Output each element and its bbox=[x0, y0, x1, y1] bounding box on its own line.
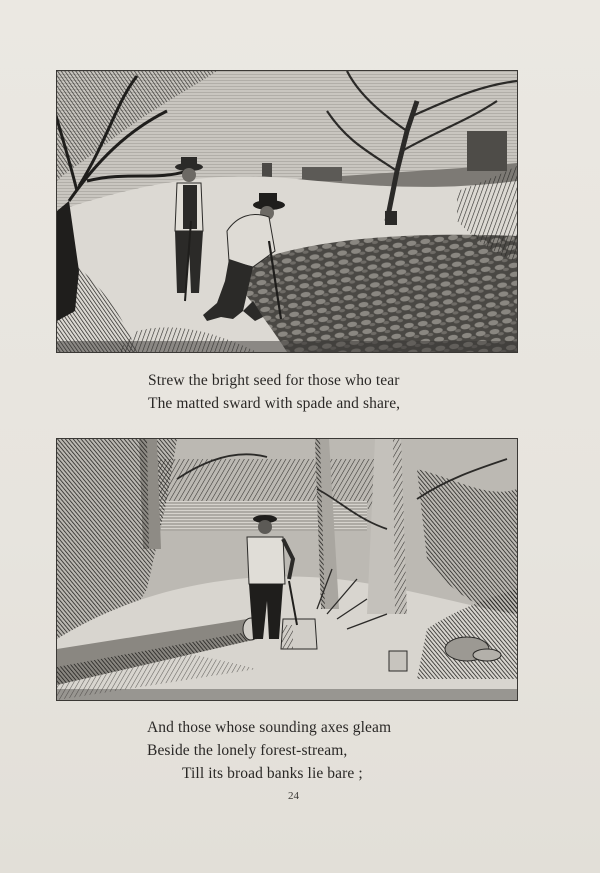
page-number: 24 bbox=[288, 790, 299, 802]
verse-line: Till its broad banks lie bare ; bbox=[182, 765, 363, 782]
verse-line: And those whose sounding axes gleam bbox=[147, 719, 392, 736]
engraving-farmers-digging bbox=[56, 70, 518, 353]
verse-line: The matted sward with spade and share, bbox=[148, 395, 401, 412]
engraving-woodcutter-forest bbox=[56, 438, 518, 701]
verse-line: Beside the lonely forest-stream, bbox=[147, 742, 348, 759]
verse-bottom bbox=[147, 716, 391, 785]
verse-top bbox=[148, 369, 400, 415]
engraving-farmers-digging-art bbox=[57, 71, 517, 352]
verse-line: Strew the bright seed for those who tear bbox=[148, 372, 400, 389]
engraving-woodcutter-forest-art bbox=[57, 439, 517, 700]
